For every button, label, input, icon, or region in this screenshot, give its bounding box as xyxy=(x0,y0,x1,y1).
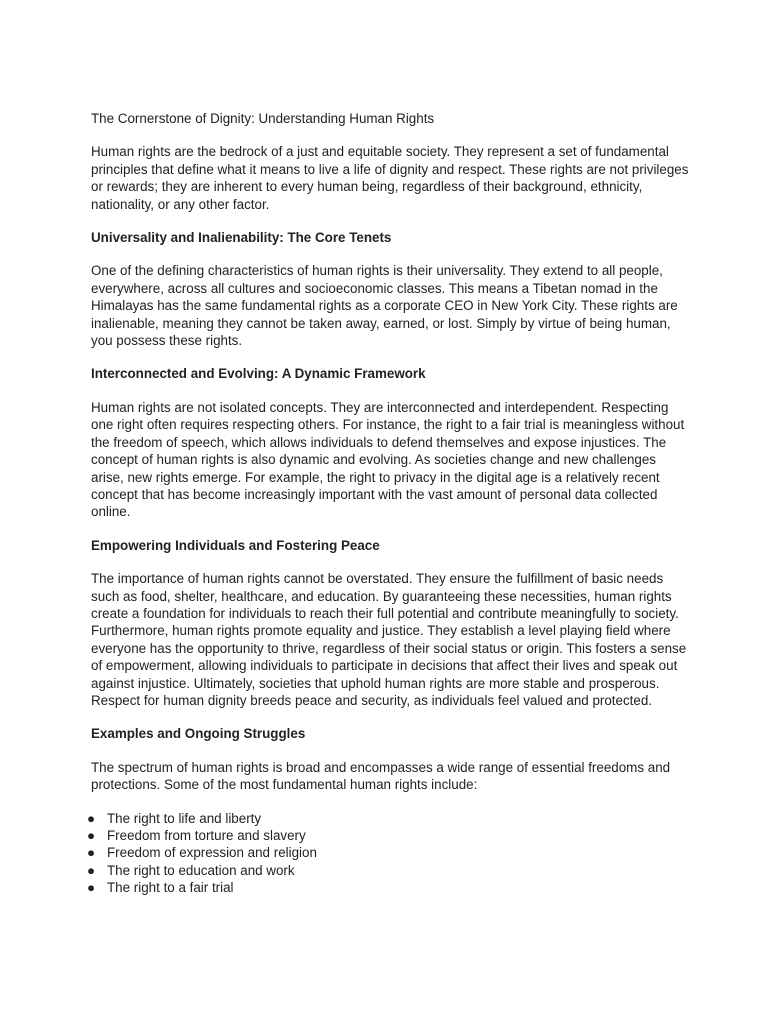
intro-paragraph: Human rights are the bedrock of a just and equitable society. They represent a set of fundamental principles that define what it means to live a life of dignity and respect. These rights are not privileges or rewards; they are inherent to every human being, regardless of their background, ethnicity, nationality, or any other factor. xyxy=(91,144,689,212)
document-page xyxy=(86,110,691,897)
list-item xyxy=(86,862,691,879)
list-item-text: The right to education and work xyxy=(107,862,295,878)
bullet-icon: ● xyxy=(86,880,96,896)
list-item xyxy=(86,879,691,896)
section-body-examples: The spectrum of human rights is broad and encompasses a wide range of essential freedoms and protections. Some of the most fundamental human rights include: xyxy=(91,759,671,793)
list-item-text: The right to a fair trial xyxy=(107,880,234,896)
section-heading-empowering: Empowering Individuals and Fostering Peace xyxy=(91,537,380,553)
list-item xyxy=(86,827,691,844)
bullet-icon: ● xyxy=(86,810,96,826)
document-title: The Cornerstone of Dignity: Understanding Human Rights xyxy=(91,111,435,126)
list-item xyxy=(86,844,691,861)
bullet-icon: ● xyxy=(86,845,96,861)
section-heading-interconnected: Interconnected and Evolving: A Dynamic Framework xyxy=(91,366,426,382)
list-item-text: The right to life and liberty xyxy=(107,810,262,826)
rights-list xyxy=(86,810,691,897)
section-heading-universality: Universality and Inalienability: The Core Tenets xyxy=(91,230,392,246)
bullet-icon: ● xyxy=(86,862,96,878)
section-body-empowering: The importance of human rights cannot be overstated. They ensure the fulfillment of basic needs such as food, shelter, healthcare, and education. By guaranteeing these necessities, human rights create a foundation for individuals to reach their full potential and contribute meaningfully to society. Furthermore, human rights promote equality and justice. They establish a level playing field where everyone has the opportunity to thrive, regardless of their social status or origin. This fosters a sense of empowerment, allowing individuals to participate in decisions that affect their lives and speak out against injustice. Ultimately, societies that uphold human rights are more stable and prosperous. Respect for human dignity breeds peace and security, as individuals feel valued and protected. xyxy=(91,571,687,708)
bullet-icon: ● xyxy=(86,828,96,843)
section-body-interconnected: Human rights are not isolated concepts. They are interconnected and interdependent. Respecting one right often requires respecting others. For instance, the right to a fair trial is meaningless without the freedom of speech, which allows individuals to defend themselves and expose injustices. The concept of human rights is also dynamic and evolving. As societies change and new challenges arise, new rights emerge. For example, the right to privacy in the digital age is a relatively recent concept that has become increasingly important with the vast amount of personal data collected online. xyxy=(91,399,685,520)
list-item-text: Freedom from torture and slavery xyxy=(107,828,306,843)
section-heading-examples: Examples and Ongoing Struggles xyxy=(91,726,306,742)
list-item-text: Freedom of expression and religion xyxy=(107,845,317,861)
list-item xyxy=(86,810,691,827)
section-body-universality: One of the defining characteristics of human rights is their universality. They extend to all people, everywhere, across all cultures and socioeconomic classes. This means a Tibetan nomad in the Himalayas has the same fundamental rights as a corporate CEO in New York City. These rights are inalienable, meaning they cannot be taken away, earned, or lost. Simply by virtue of being human, you possess these rights. xyxy=(91,263,678,349)
